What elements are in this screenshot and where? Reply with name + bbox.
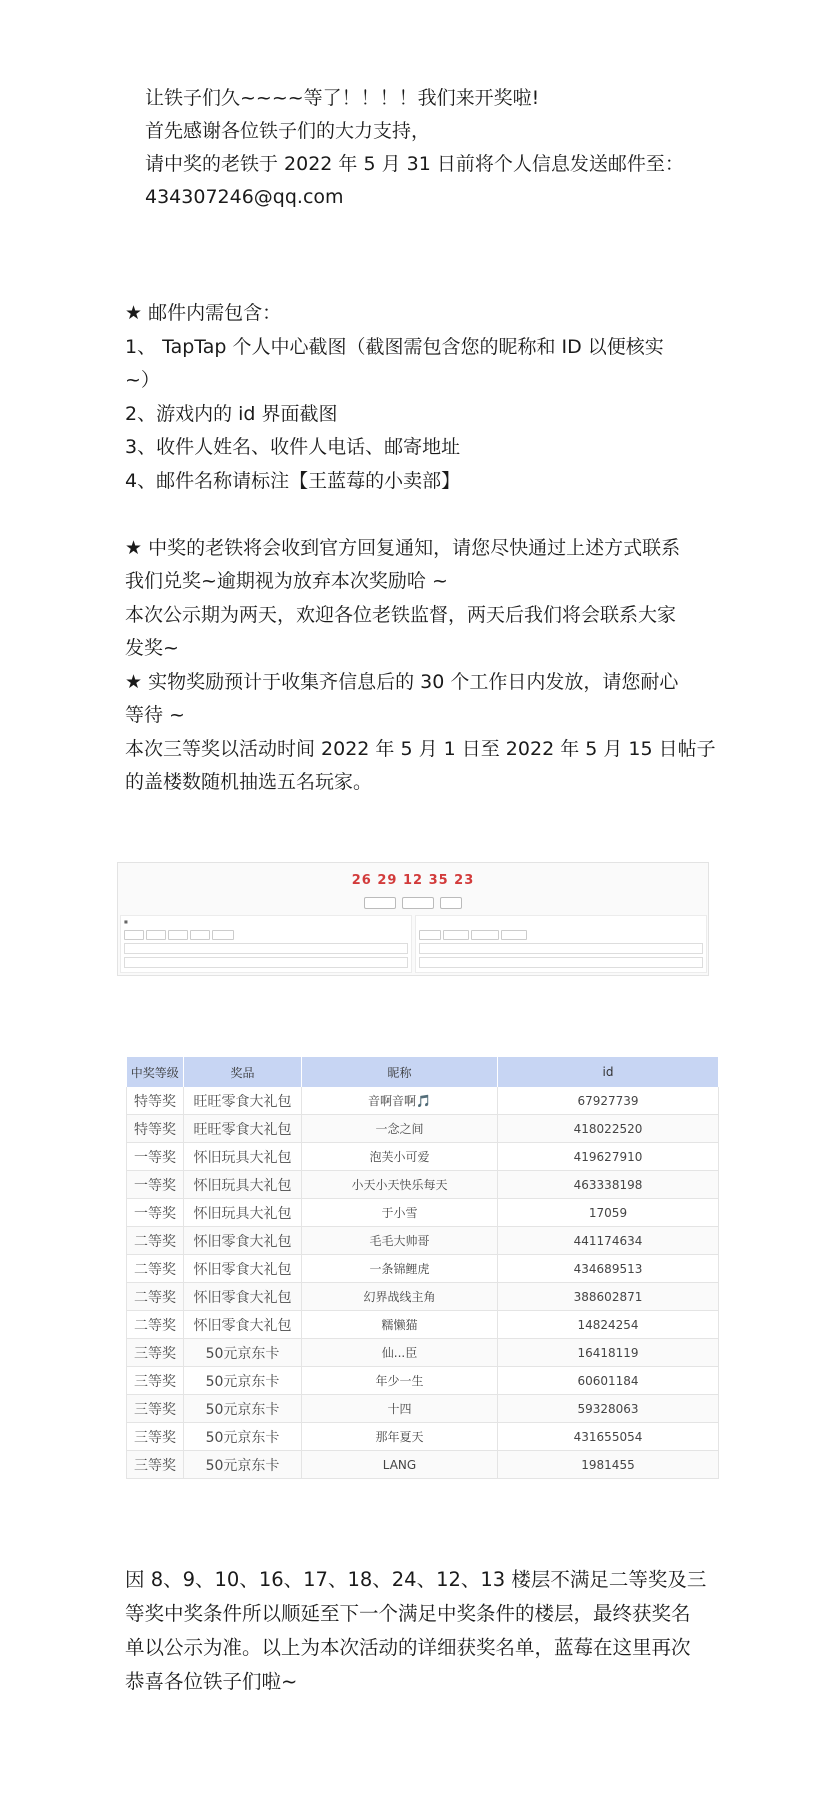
prize-name-cell: 怀旧零食大礼包 [184,1283,302,1311]
prize-level-cell: 特等奖 [127,1115,184,1143]
user-id-cell: 418022520 [498,1115,719,1143]
panel-tab [212,930,234,940]
prize-name-cell: 50元京东卡 [184,1423,302,1451]
lottery-draw-image [117,862,709,976]
nickname-cell: 泡芙小可爱 [302,1143,498,1171]
prize-name-cell: 怀旧玩具大礼包 [184,1199,302,1227]
nickname-cell: 幻界战线主角 [302,1283,498,1311]
rules-line: ★ 邮件内需包含： [125,302,282,324]
rules-text [125,297,716,800]
table-row [127,1451,719,1479]
nickname-cell: 于小雪 [302,1199,498,1227]
table-row [127,1171,719,1199]
panel-tab [501,930,527,940]
nickname-cell: 仙...臣 [302,1339,498,1367]
panel-tab [419,930,441,940]
table-header-row [127,1057,719,1087]
nickname-cell: 年少一生 [302,1367,498,1395]
prize-level-cell: 三等奖 [127,1395,184,1423]
nickname-cell: 那年夏天 [302,1423,498,1451]
closing-line: 恭喜各位铁子们啦~ [125,1670,298,1693]
intro-line: 让铁子们久~~~~等了！！！！我们来开奖啦! [145,87,540,109]
nickname-cell: 音啊音啊🎵 [302,1087,498,1115]
prize-level-cell: 二等奖 [127,1255,184,1283]
user-id-cell: 441174634 [498,1227,719,1255]
nickname-cell: 糯懒猫 [302,1311,498,1339]
lottery-button [440,897,462,909]
prize-level-cell: 二等奖 [127,1311,184,1339]
prize-name-cell: 旺旺零食大礼包 [184,1115,302,1143]
closing-text [125,1563,715,1699]
column-header: 昵称 [302,1057,498,1087]
prize-name-cell: 怀旧零食大礼包 [184,1227,302,1255]
table-row [127,1255,719,1283]
table-row [127,1423,719,1451]
nickname-cell: 一条锦鲤虎 [302,1255,498,1283]
column-header: 中奖等级 [127,1057,184,1087]
rules-line [125,498,710,532]
prize-level-cell: 三等奖 [127,1423,184,1451]
user-id-cell: 1981455 [498,1451,719,1479]
panel-field [124,957,408,968]
user-id-cell: 419627910 [498,1143,719,1171]
table-row [127,1311,719,1339]
rules-line: 4、邮件名称请标注【王蓝莓的小卖部】 [125,469,461,492]
rules-line: 本次三等奖以活动时间 2022 年 5 月 1 日至 2022 年 5 月 15 日帖子 [125,737,716,760]
closing-line: 因 8、9、10、16、17、18、24、12、13 楼层不满足二等奖及三 [125,1568,707,1591]
prize-name-cell: 旺旺零食大礼包 [184,1087,302,1115]
rules-line: 1、 TapTap 个人中心截图（截图需包含您的昵称和 ID 以便核实 [125,335,664,358]
rules-line: 等待 ~ [125,704,185,726]
rules-line: ~） [125,369,160,391]
user-id-cell: 67927739 [498,1087,719,1115]
closing-line: 单以公示为准。以上为本次活动的详细获奖名单，蓝莓在这里再次 [125,1636,691,1659]
lottery-button [402,897,434,909]
panel-field [419,943,703,954]
panel-tab [190,930,210,940]
lottery-settings-panel [415,915,707,973]
panel-tab [471,930,499,940]
prize-level-cell: 一等奖 [127,1143,184,1171]
prize-level-cell: 二等奖 [127,1283,184,1311]
panel-tab [168,930,188,940]
panel-tab [146,930,166,940]
panel-tab [124,930,144,940]
user-id-cell: 434689513 [498,1255,719,1283]
table-row [127,1115,719,1143]
rules-line: 3、收件人姓名、收件人电话、邮寄地址 [125,436,461,458]
prize-level-cell: 一等奖 [127,1199,184,1227]
table-row [127,1283,719,1311]
prize-name-cell: 怀旧零食大礼包 [184,1311,302,1339]
user-id-cell: 463338198 [498,1171,719,1199]
prize-level-cell: 二等奖 [127,1227,184,1255]
prize-name-cell: 50元京东卡 [184,1367,302,1395]
lottery-button [364,897,396,909]
user-id-cell: 59328063 [498,1395,719,1423]
closing-line: 等奖中奖条件所以顺延至下一个满足中奖条件的楼层，最终获奖名 [125,1602,691,1625]
prize-name-cell: 怀旧玩具大礼包 [184,1143,302,1171]
rules-line: 本次公示期为两天，欢迎各位老铁监督，两天后我们将会联系大家 [125,603,677,626]
email-address: 434307246@qq.com [145,186,344,208]
user-id-cell: 60601184 [498,1367,719,1395]
prize-level-cell: 三等奖 [127,1367,184,1395]
user-id-cell: 14824254 [498,1311,719,1339]
intro-line: 首先感谢各位铁子们的大力支持， [145,120,431,142]
intro-text [145,82,684,214]
panel-field [419,957,703,968]
intro-line: 请中奖的老铁于 2022 年 5 月 31 日前将个人信息发送邮件至： [145,153,684,175]
prize-name-cell: 怀旧零食大礼包 [184,1255,302,1283]
rules-line: 2、游戏内的 id 界面截图 [125,402,338,425]
table-row [127,1199,719,1227]
prize-name-cell: 50元京东卡 [184,1451,302,1479]
rules-line: ★ 中奖的老铁将会收到官方回复通知，请您尽快通过上述方式联系 [125,536,681,559]
prize-level-cell: 三等奖 [127,1451,184,1479]
panel-field [124,943,408,954]
panel-tabs [124,930,236,940]
prize-level-cell: 三等奖 [127,1339,184,1367]
nickname-cell: 毛毛大帅哥 [302,1227,498,1255]
prize-name-cell: 50元京东卡 [184,1339,302,1367]
prize-winners-table [126,1057,719,1479]
nickname-cell: 十四 [302,1395,498,1423]
nickname-cell: LANG [302,1451,498,1479]
rules-line: 的盖楼数随机抽选五名玩家。 [125,771,373,793]
panel-tab [443,930,469,940]
column-header: id [498,1057,719,1087]
table-row [127,1143,719,1171]
lottery-button-row [118,897,708,909]
column-header: 奖品 [184,1057,302,1087]
prize-level-cell: 特等奖 [127,1087,184,1115]
rules-line: 发奖~ [125,637,179,659]
panel-tabs [419,930,529,940]
table-row [127,1087,719,1115]
nickname-cell: 一念之间 [302,1115,498,1143]
table-row [127,1227,719,1255]
user-id-cell: 17059 [498,1199,719,1227]
lottery-numbers: 26 29 12 35 23 [351,873,475,888]
user-id-cell: 431655054 [498,1423,719,1451]
prize-name-cell: 怀旧玩具大礼包 [184,1171,302,1199]
user-id-cell: 388602871 [498,1283,719,1311]
nickname-cell: 小天小天快乐每天 [302,1171,498,1199]
table-row [127,1339,719,1367]
table-row [127,1367,719,1395]
prize-level-cell: 一等奖 [127,1171,184,1199]
table-row [127,1395,719,1423]
rules-line: 我们兑奖~逾期视为放弃本次奖励哈 ~ [125,570,448,592]
panel-header: ■ [124,919,128,924]
prize-name-cell: 50元京东卡 [184,1395,302,1423]
rules-line: ★ 实物奖励预计于收集齐信息后的 30 个工作日内发放，请您耐心 [125,670,679,693]
user-id-cell: 16418119 [498,1339,719,1367]
lottery-settings-panel [120,915,412,973]
